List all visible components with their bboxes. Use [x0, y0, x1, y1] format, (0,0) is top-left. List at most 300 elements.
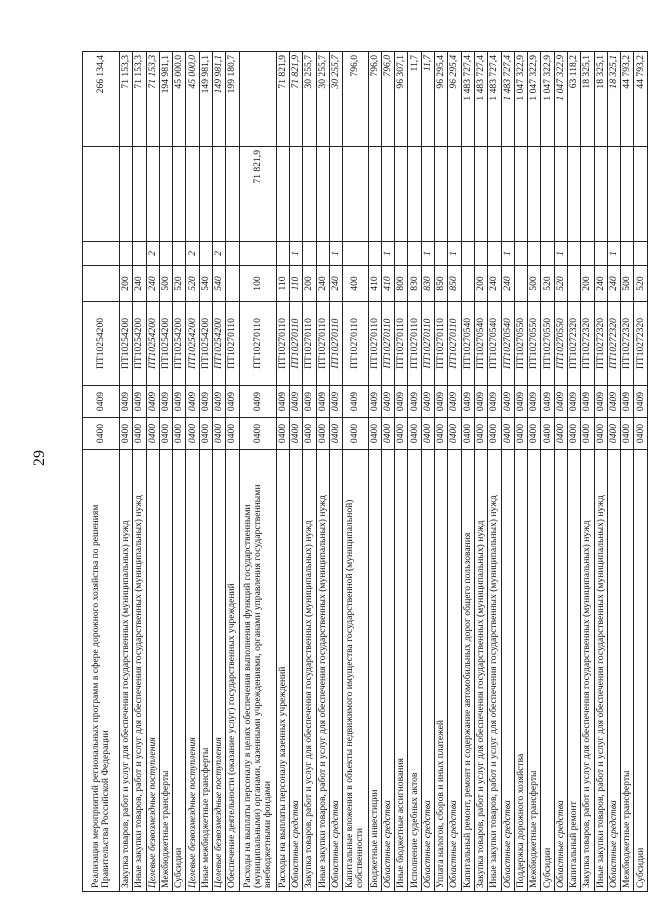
- row-name-cell: Межбюджетные трансферты: [159, 450, 172, 892]
- subsection-code-cell: 0409: [213, 386, 226, 418]
- target-item-code-cell: ПТ10272320: [581, 302, 594, 386]
- amount-cell-b: 796,0: [381, 52, 394, 147]
- row-name-cell: Иные закупки товаров, работ и услуг для обеспечения государственных (муниципальных) нужд: [316, 450, 329, 892]
- expense-type-code-cell: 100: [239, 266, 276, 302]
- amount-cell-a: [395, 147, 408, 242]
- funding-source-cell: [226, 242, 239, 266]
- subsection-code-cell: 0409: [408, 386, 421, 418]
- row-name-cell: Закупка товаров, работ и услуг для обеспечения государственных (муниципальных) нужд: [581, 450, 594, 892]
- subsection-code-cell: 0409: [448, 386, 461, 418]
- funding-source-cell: 1: [554, 242, 567, 266]
- section-code-cell: 0400: [581, 418, 594, 450]
- row-name-cell: Областные средства: [501, 450, 514, 892]
- amount-cell-a: [514, 147, 527, 242]
- expense-type-code-cell: 540: [213, 266, 226, 302]
- table-row: [528, 52, 541, 892]
- table-row: [408, 52, 421, 892]
- subsection-code-cell: 0409: [239, 386, 276, 418]
- amount-cell-a: [329, 147, 342, 242]
- expense-type-code-cell: [461, 266, 474, 302]
- table-row: [199, 52, 212, 892]
- row-name-cell: Областные средства: [381, 450, 394, 892]
- table-row: [329, 52, 342, 892]
- target-item-code-cell: ПТ10270110: [289, 302, 302, 386]
- funding-source-cell: [541, 242, 554, 266]
- section-code-cell: 0400: [421, 418, 434, 450]
- amount-cell-a: [448, 147, 461, 242]
- row-name-cell: Целевые безвозмездные поступления: [213, 450, 226, 892]
- funding-source-cell: [408, 242, 421, 266]
- target-item-code-cell: ПТ10270110: [381, 302, 394, 386]
- amount-cell-a: [226, 147, 239, 242]
- target-item-code-cell: ПТ10272320: [594, 302, 607, 386]
- row-name-cell: Областные средства: [554, 450, 567, 892]
- target-item-code-cell: ПТ10270550: [528, 302, 541, 386]
- amount-cell-a: [634, 147, 648, 242]
- subsection-code-cell: 0409: [329, 386, 342, 418]
- expense-type-code-cell: 520: [173, 266, 186, 302]
- row-name-cell: Иные межбюджетные трансферты: [199, 450, 212, 892]
- funding-source-cell: [435, 242, 448, 266]
- target-item-code-cell: ПТ10270550: [541, 302, 554, 386]
- expense-type-code-cell: 500: [621, 266, 634, 302]
- section-code-cell: 0400: [329, 418, 342, 450]
- amount-cell-b: 96 307,1: [395, 52, 408, 147]
- target-item-code-cell: ПТ10272320: [634, 302, 648, 386]
- amount-cell-a: [568, 147, 581, 242]
- row-name-cell: Закупка товаров, работ и услуг для обеспечения государственных (муниципальных) нужд: [120, 450, 133, 892]
- target-item-code-cell: ПТ10272320: [568, 302, 581, 386]
- row-name-cell: Иные закупки товаров, работ и услуг для обеспечения государственных (муниципальных) нужд: [594, 450, 607, 892]
- row-name-cell: Иные закупки товаров, работ и услуг для обеспечения государственных (муниципальных) нужд: [488, 450, 501, 892]
- section-code-cell: 0400: [213, 418, 226, 450]
- subsection-code-cell: 0409: [133, 386, 146, 418]
- row-name-cell: Обеспечение деятельности (оказание услуг) государственных учреждений: [226, 450, 239, 892]
- table-row: [226, 52, 239, 892]
- row-name-cell: Областные средства: [607, 450, 620, 892]
- table-row: [343, 52, 368, 892]
- row-name-cell: Иные бюджетные ассигнования: [395, 450, 408, 892]
- section-code-cell: 0400: [501, 418, 514, 450]
- expense-type-code-cell: 520: [186, 266, 199, 302]
- amount-cell-b: 1 483 727,4: [461, 52, 474, 147]
- section-code-cell: 0400: [226, 418, 239, 450]
- section-code-cell: 0400: [448, 418, 461, 450]
- amount-cell-a: [621, 147, 634, 242]
- table-row: [448, 52, 461, 892]
- subsection-code-cell: 0409: [343, 386, 368, 418]
- funding-source-cell: [343, 242, 368, 266]
- amount-cell-b: 30 255,7: [329, 52, 342, 147]
- target-item-code-cell: ПТ10270540: [461, 302, 474, 386]
- target-item-code-cell: ПТ10254200: [120, 302, 133, 386]
- expense-type-code-cell: [568, 266, 581, 302]
- expense-type-code-cell: 850: [435, 266, 448, 302]
- section-code-cell: 0400: [488, 418, 501, 450]
- table-row: [289, 52, 302, 892]
- amount-cell-b: 44 793,2: [621, 52, 634, 147]
- amount-cell-b: 199 180,7: [226, 52, 239, 147]
- target-item-code-cell: ПТ10270110: [239, 302, 276, 386]
- funding-source-cell: [303, 242, 316, 266]
- table-row: [634, 52, 648, 892]
- expense-type-code-cell: 240: [329, 266, 342, 302]
- amount-cell-a: [133, 147, 146, 242]
- subsection-code-cell: 0409: [186, 386, 199, 418]
- amount-cell-b: 18 325,1: [594, 52, 607, 147]
- row-name-cell: Областные средства: [448, 450, 461, 892]
- expense-type-code-cell: 110: [276, 266, 289, 302]
- table-row: [488, 52, 501, 892]
- funding-source-cell: [461, 242, 474, 266]
- amount-cell-b: 71 153,3: [133, 52, 146, 147]
- table-row: [120, 52, 133, 892]
- section-code-cell: 0400: [173, 418, 186, 450]
- amount-cell-b: 1 483 727,4: [488, 52, 501, 147]
- table-row: [554, 52, 567, 892]
- subsection-code-cell: 0409: [514, 386, 527, 418]
- amount-cell-b: 1 483 727,4: [474, 52, 487, 147]
- amount-cell-a: [528, 147, 541, 242]
- funding-source-cell: [634, 242, 648, 266]
- funding-source-cell: [276, 242, 289, 266]
- subsection-code-cell: 0409: [435, 386, 448, 418]
- target-item-code-cell: ПТ10270110: [226, 302, 239, 386]
- funding-source-cell: [239, 242, 276, 266]
- section-code-cell: 0400: [289, 418, 302, 450]
- amount-cell-a: [408, 147, 421, 242]
- table-row: [594, 52, 607, 892]
- amount-cell-a: [83, 147, 120, 242]
- target-item-code-cell: ПТ10254200: [146, 302, 159, 386]
- target-item-code-cell: ПТ10270110: [395, 302, 408, 386]
- section-code-cell: 0400: [343, 418, 368, 450]
- subsection-code-cell: 0409: [159, 386, 172, 418]
- amount-cell-b: 1 483 727,4: [501, 52, 514, 147]
- expense-type-code-cell: 830: [408, 266, 421, 302]
- amount-cell-a: [146, 147, 159, 242]
- section-code-cell: 0400: [474, 418, 487, 450]
- section-code-cell: 0400: [435, 418, 448, 450]
- table-row: [146, 52, 159, 892]
- row-name-cell: Поддержка дорожного хозяйства: [514, 450, 527, 892]
- expense-type-code-cell: [514, 266, 527, 302]
- budget-table-container: [82, 52, 648, 892]
- amount-cell-a: [421, 147, 434, 242]
- amount-cell-a: [581, 147, 594, 242]
- section-code-cell: 0400: [316, 418, 329, 450]
- table-row: [395, 52, 408, 892]
- amount-cell-b: 1 047 322,9: [541, 52, 554, 147]
- amount-cell-b: 45 000,0: [173, 52, 186, 147]
- amount-cell-b: 44 793,2: [634, 52, 648, 147]
- funding-source-cell: [173, 242, 186, 266]
- section-code-cell: 0400: [146, 418, 159, 450]
- subsection-code-cell: 0409: [368, 386, 381, 418]
- target-item-code-cell: ПТ10270110: [343, 302, 368, 386]
- expense-type-code-cell: [226, 266, 239, 302]
- amount-cell-b: 1 047 322,9: [528, 52, 541, 147]
- amount-cell-a: [368, 147, 381, 242]
- section-code-cell: 0400: [634, 418, 648, 450]
- expense-type-code-cell: 520: [541, 266, 554, 302]
- expense-type-code-cell: 400: [343, 266, 368, 302]
- expense-type-code-cell: 500: [159, 266, 172, 302]
- amount-cell-a: [474, 147, 487, 242]
- funding-source-cell: [199, 242, 212, 266]
- target-item-code-cell: ПТ10254200: [83, 302, 120, 386]
- amount-cell-a: [501, 147, 514, 242]
- section-code-cell: 0400: [276, 418, 289, 450]
- funding-source-cell: 2: [146, 242, 159, 266]
- amount-cell-b: 30 255,7: [316, 52, 329, 147]
- section-code-cell: 0400: [395, 418, 408, 450]
- expense-type-code-cell: 240: [488, 266, 501, 302]
- target-item-code-cell: ПТ10254200: [199, 302, 212, 386]
- amount-cell-b: 11,7: [408, 52, 421, 147]
- section-code-cell: 0400: [83, 418, 120, 450]
- section-code-cell: 0400: [541, 418, 554, 450]
- row-name-cell: Иные закупки товаров, работ и услуг для обеспечения государственных (муниципальных) нужд: [133, 450, 146, 892]
- amount-cell-a: [276, 147, 289, 242]
- amount-cell-a: [186, 147, 199, 242]
- subsection-code-cell: 0409: [474, 386, 487, 418]
- amount-cell-a: [343, 147, 368, 242]
- row-name-cell: Областные средства: [329, 450, 342, 892]
- amount-cell-b: 1 047 322,9: [514, 52, 527, 147]
- table-body: [83, 52, 648, 892]
- row-name-cell: Субсидии: [541, 450, 554, 892]
- table-row: [173, 52, 186, 892]
- subsection-code-cell: 0409: [461, 386, 474, 418]
- table-row: [581, 52, 594, 892]
- subsection-code-cell: 0409: [199, 386, 212, 418]
- amount-cell-b: 18 325,1: [581, 52, 594, 147]
- amount-cell-a: [289, 147, 302, 242]
- row-name-cell: Целевые безвозмездные поступления: [186, 450, 199, 892]
- table-row: [435, 52, 448, 892]
- amount-cell-b: 18 325,1: [607, 52, 620, 147]
- amount-cell-b: 71 153,3: [146, 52, 159, 147]
- section-code-cell: 0400: [199, 418, 212, 450]
- page-number: 29: [31, 450, 48, 466]
- expense-type-code-cell: 240: [146, 266, 159, 302]
- section-code-cell: 0400: [594, 418, 607, 450]
- funding-source-cell: [594, 242, 607, 266]
- expense-type-code-cell: 200: [120, 266, 133, 302]
- amount-cell-a: [461, 147, 474, 242]
- expense-type-code-cell: 500: [528, 266, 541, 302]
- amount-cell-b: 796,0: [368, 52, 381, 147]
- funding-source-cell: [83, 242, 120, 266]
- amount-cell-a: [199, 147, 212, 242]
- row-name-cell: Субсидии: [634, 450, 648, 892]
- subsection-code-cell: 0409: [568, 386, 581, 418]
- amount-cell-b: 149 981,1: [199, 52, 212, 147]
- section-code-cell: 0400: [607, 418, 620, 450]
- table-row: [568, 52, 581, 892]
- section-code-cell: 0400: [568, 418, 581, 450]
- row-name-cell: Исполнение судебных актов: [408, 450, 421, 892]
- row-name-cell: Капитальный ремонт: [568, 450, 581, 892]
- target-item-code-cell: ПТ10254200: [213, 302, 226, 386]
- funding-source-cell: [621, 242, 634, 266]
- table-row: [186, 52, 199, 892]
- subsection-code-cell: 0409: [634, 386, 648, 418]
- amount-cell-b: 30 255,7: [303, 52, 316, 147]
- section-code-cell: 0400: [621, 418, 634, 450]
- amount-cell-a: 71 821,9: [239, 147, 276, 242]
- subsection-code-cell: 0409: [303, 386, 316, 418]
- target-item-code-cell: ПТ10254200: [173, 302, 186, 386]
- row-name-cell: Расходы на выплаты персоналу в целях обеспечения выполнения функций государственными (муниципальными) органами, казенными учреждениями, органами управления государственными внебюджетными фондами: [239, 450, 276, 892]
- row-name-cell: Областные средства: [421, 450, 434, 892]
- amount-cell-a: [435, 147, 448, 242]
- table-row: [133, 52, 146, 892]
- amount-cell-b: 1 047 322,9: [554, 52, 567, 147]
- row-name-cell: Бюджетные инвестиции: [368, 450, 381, 892]
- target-item-code-cell: ПТ10270110: [448, 302, 461, 386]
- subsection-code-cell: 0409: [528, 386, 541, 418]
- funding-source-cell: 2: [186, 242, 199, 266]
- funding-source-cell: [581, 242, 594, 266]
- amount-cell-a: [173, 147, 186, 242]
- table-row: [303, 52, 316, 892]
- target-item-code-cell: ПТ10270540: [474, 302, 487, 386]
- target-item-code-cell: ПТ10270540: [501, 302, 514, 386]
- funding-source-cell: [528, 242, 541, 266]
- amount-cell-a: [303, 147, 316, 242]
- section-code-cell: 0400: [381, 418, 394, 450]
- funding-source-cell: [488, 242, 501, 266]
- subsection-code-cell: 0409: [501, 386, 514, 418]
- amount-cell-a: [120, 147, 133, 242]
- row-name-cell: Уплата налогов, сборов и иных платежей: [435, 450, 448, 892]
- funding-source-cell: [316, 242, 329, 266]
- funding-source-cell: 1: [329, 242, 342, 266]
- table-row: [368, 52, 381, 892]
- section-code-cell: 0400: [303, 418, 316, 450]
- subsection-code-cell: 0409: [146, 386, 159, 418]
- expense-type-code-cell: 850: [448, 266, 461, 302]
- expense-type-code-cell: 540: [199, 266, 212, 302]
- budget-table: [82, 51, 648, 892]
- expense-type-code-cell: 800: [395, 266, 408, 302]
- target-item-code-cell: ПТ10254200: [159, 302, 172, 386]
- expense-type-code-cell: [83, 266, 120, 302]
- section-code-cell: 0400: [159, 418, 172, 450]
- amount-cell-b: 96 295,4: [435, 52, 448, 147]
- row-name-cell: Межбюджетные трансферты: [528, 450, 541, 892]
- subsection-code-cell: 0409: [226, 386, 239, 418]
- table-row: [541, 52, 554, 892]
- target-item-code-cell: ПТ10254200: [186, 302, 199, 386]
- funding-source-cell: [159, 242, 172, 266]
- table-row: [607, 52, 620, 892]
- section-code-cell: 0400: [239, 418, 276, 450]
- expense-type-code-cell: 240: [607, 266, 620, 302]
- amount-cell-b: 71 821,9: [276, 52, 289, 147]
- amount-cell-b: 63 118,2: [568, 52, 581, 147]
- row-name-cell: Реализация мероприятий региональных программ в сфере дорожного хозяйства по решениям Правительства Российской Федерации: [83, 450, 120, 892]
- expense-type-code-cell: 410: [368, 266, 381, 302]
- table-row: [421, 52, 434, 892]
- subsection-code-cell: 0409: [381, 386, 394, 418]
- funding-source-cell: [474, 242, 487, 266]
- amount-cell-b: 796,0: [343, 52, 368, 147]
- amount-cell-a: [607, 147, 620, 242]
- subsection-code-cell: 0409: [581, 386, 594, 418]
- amount-cell-b: 96 295,4: [448, 52, 461, 147]
- target-item-code-cell: ПТ10270110: [435, 302, 448, 386]
- expense-type-code-cell: 240: [133, 266, 146, 302]
- expense-type-code-cell: 240: [316, 266, 329, 302]
- subsection-code-cell: 0409: [120, 386, 133, 418]
- target-item-code-cell: ПТ10270110: [316, 302, 329, 386]
- subsection-code-cell: 0409: [395, 386, 408, 418]
- funding-source-cell: 2: [213, 242, 226, 266]
- section-code-cell: 0400: [133, 418, 146, 450]
- funding-source-cell: [395, 242, 408, 266]
- subsection-code-cell: 0409: [488, 386, 501, 418]
- amount-cell-a: [594, 147, 607, 242]
- subsection-code-cell: 0409: [316, 386, 329, 418]
- row-name-cell: Закупка товаров, работ и услуг для обеспечения государственных (муниципальных) нужд: [303, 450, 316, 892]
- table-row: [83, 52, 120, 892]
- row-name-cell: Субсидии: [173, 450, 186, 892]
- table-row: [501, 52, 514, 892]
- amount-cell-b: 266 134,4: [83, 52, 120, 147]
- subsection-code-cell: 0409: [541, 386, 554, 418]
- expense-type-code-cell: 520: [554, 266, 567, 302]
- target-item-code-cell: ПТ10270110: [303, 302, 316, 386]
- funding-source-cell: [120, 242, 133, 266]
- amount-cell-a: [213, 147, 226, 242]
- section-code-cell: 0400: [408, 418, 421, 450]
- amount-cell-a: [488, 147, 501, 242]
- target-item-code-cell: ПТ10270110: [368, 302, 381, 386]
- funding-source-cell: 1: [501, 242, 514, 266]
- amount-cell-b: 194 981,1: [159, 52, 172, 147]
- funding-source-cell: 1: [607, 242, 620, 266]
- section-code-cell: 0400: [528, 418, 541, 450]
- expense-type-code-cell: 410: [381, 266, 394, 302]
- table-row: [316, 52, 329, 892]
- amount-cell-b: 149 981,1: [213, 52, 226, 147]
- table-row: [239, 52, 276, 892]
- target-item-code-cell: ПТ10270110: [421, 302, 434, 386]
- amount-cell-a: [541, 147, 554, 242]
- target-item-code-cell: ПТ10270550: [554, 302, 567, 386]
- amount-cell-a: [159, 147, 172, 242]
- target-item-code-cell: ПТ10272320: [621, 302, 634, 386]
- expense-type-code-cell: 240: [501, 266, 514, 302]
- section-code-cell: 0400: [368, 418, 381, 450]
- funding-source-cell: 1: [381, 242, 394, 266]
- amount-cell-b: [239, 52, 276, 147]
- target-item-code-cell: ПТ10270550: [514, 302, 527, 386]
- funding-source-cell: 1: [421, 242, 434, 266]
- section-code-cell: 0400: [554, 418, 567, 450]
- target-item-code-cell: ПТ10270110: [276, 302, 289, 386]
- target-item-code-cell: ПТ10270110: [329, 302, 342, 386]
- row-name-cell: Областные средства: [289, 450, 302, 892]
- row-name-cell: Расходы на выплаты персоналу казенных учреждений: [276, 450, 289, 892]
- subsection-code-cell: 0409: [83, 386, 120, 418]
- target-item-code-cell: ПТ10272320: [607, 302, 620, 386]
- amount-cell-a: [381, 147, 394, 242]
- funding-source-cell: 1: [448, 242, 461, 266]
